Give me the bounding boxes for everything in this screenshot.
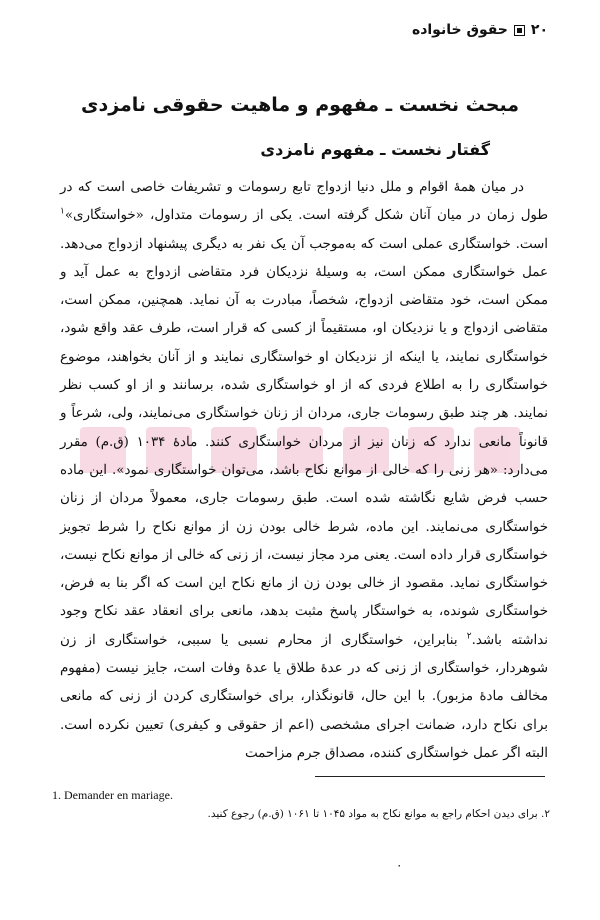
paragraph-text-cont: است. خواستگاری عملی است که به‌موجب آن یک نفر به دیگری پیشنهاد ازدواج می‌دهد. عمل خواستگاری ممکن است، به وسیلهٔ نزدیکان فرد متقاضی ازدواج به عمل آید و ممکن است، خود متقاضی ازدواج، شخصاً، مبادرت به آن نماید. همچنین، ممکن است، متقاضی ازدواج و یا نزدیکان او، مستقیماً از کسی که قرار است، طرف عقد واقع شود، خواستگاری نمایند، یا اینکه از نزدیکان او خواستگاری نمایند و از آنان بخواهند، موضوع خواستگاری را به اطلاع فردی که از او خواستگاری شده، برسانند و از او کسب نظر نمایند. هر چند طبق رسومات جاری، مردان از زنان خواستگاری می‌نمایند، ولی، شرعاً و قانوناً مانعی ندارد که زنان نیز از مردان خواستگاری کنند. مادهٔ ۱۰۳۴ (ق.م) مقرر می‌دارد: «هر زنی را که خالی از موانع نکاح باشد، می‌توان خواستگاری نمود». این ماده حسب فرض شایع نگاشته شده است. طبق رسومات جاری، معمولاً مردان از زنان خواستگاری می‌نمایند. این ماده، شرط خالی بودن زن از موانع نکاح را شرط تجویز خواستگاری قرار داده است. یعنی مرد مجاز نیست، از زنی که خالی از موانع نکاح نیست، خواستگاری نماید. مقصود از خالی بودن زن از مانع نکاح این است که اگر بنا به فرض، خواستگاری شونده، به خواستگار پاسخ مثبت بدهد، مانعی برای انعقاد عقد نکاح وجود نداشته باشد. [60,236,549,648]
subsection-title: گفتار نخست ـ مفهوم نامزدی [260,140,490,159]
page-number: ۲۰ [530,22,548,38]
section-title: مبحث نخست ـ مفهوم و ماهیت حقوقی نامزدی [81,94,519,116]
footnote-ref-1: ۱ [60,206,65,217]
footnote-2: ۲. برای دیدن احکام راجع به موانع نکاح به مواد ۱۰۴۵ تا ۱۰۶۱ (ق.م) رجوع کنید. [207,808,550,820]
footnote-divider [315,776,545,777]
square-bullet-icon [514,25,525,36]
paragraph-text-end: بنابراین، خواستگاری از محارم نسبی یا سببی، خواستگاری از زن شوهردار، خواستگاری از زنی که در عدهٔ طلاق یا عدهٔ وفات است، جایز نیست (مفهوم مخالف مادهٔ مزبور). با این حال، قانونگذار، برای خواستگاری کردن از زنی که مانعی برای نکاح دارد، ضمانت اجرای مشخصی (اعم از حقوقی و کیفری) تعیین نکرده است. البته اگر عمل خواستگاری کننده، مصداق جرم مزاحمت [60,632,548,761]
running-header [412,22,548,38]
footnote-ref-2: ۲ [466,631,472,642]
footnote-1: 1. Demander en mariage. [52,788,173,802]
paragraph-text: در میان همهٔ اقوام و ملل دنیا ازدواج تابع رسومات و تشریفات خاصی است که در طول زمان در میان آنان شکل گرفته است. یکی از رسومات متداول، «خواستگاری» [60,180,548,224]
page-mark: ۰ [396,858,403,872]
book-title: حقوق خانواده [411,22,508,38]
paragraph [60,174,548,768]
body-text [60,174,548,768]
